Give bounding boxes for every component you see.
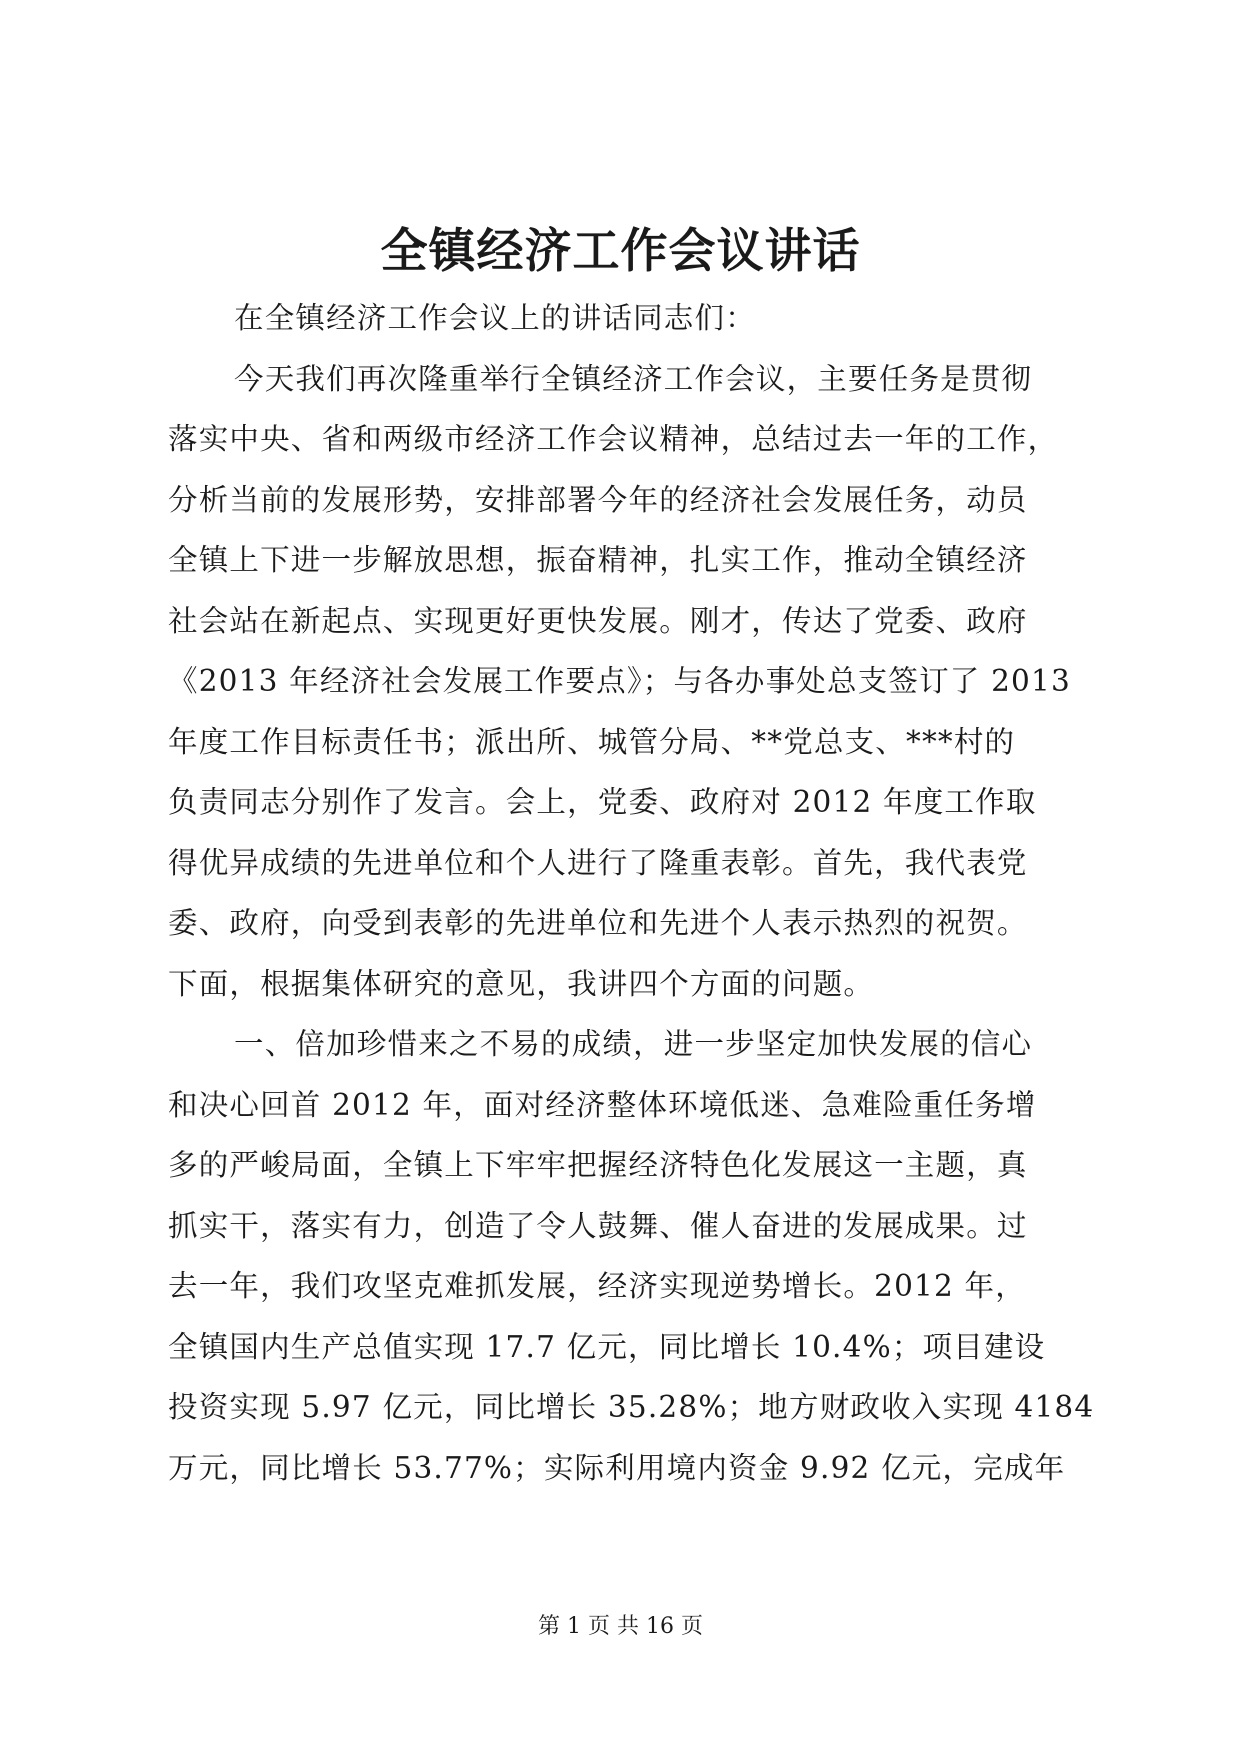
text-line: 抓实干，落实有力，创造了令人鼓舞、催人奋进的发展成果。过 xyxy=(168,1208,1028,1243)
text-line: 全镇上下进一步解放思想，振奋精神，扎实工作，推动全镇经济 xyxy=(168,543,1028,577)
text-line: 《2013 年经济社会发展工作要点》；与各办事处总支签订了 2013 xyxy=(168,664,1071,698)
document-body xyxy=(168,288,1095,1498)
text-line: 多的严峻局面，全镇上下牢牢把握经济特色化发展这一主题，真 xyxy=(168,1148,1028,1182)
text-line: 落实中央、省和两级市经济工作会议精神，总结过去一年的工作， xyxy=(168,422,1059,456)
text-line: 今天我们再次隆重举行全镇经济工作会议，主要任务是贯彻 xyxy=(234,361,1033,396)
text-line: 分析当前的发展形势，安排部署今年的经济社会发展任务，动员 xyxy=(168,482,1028,517)
text-line: 万元，同比增长 53.77%；实际利用境内资金 9.92 亿元，完成年 xyxy=(168,1450,1066,1485)
text-line: 全镇国内生产总值实现 17.7 亿元，同比增长 10.4%；项目建设 xyxy=(168,1329,1046,1364)
document-title: 全镇经济工作会议讲话 xyxy=(380,224,861,279)
text-line: 下面，根据集体研究的意见，我讲四个方面的问题。 xyxy=(168,966,875,1001)
text-line: 一、倍加珍惜来之不易的成绩，进一步坚定加快发展的信心 xyxy=(234,1027,1033,1061)
text-line: 负责同志分别作了发言。会上，党委、政府对 2012 年度工作取 xyxy=(168,785,1037,819)
text-line: 年度工作目标责任书；派出所、城管分局、**党总支、***村的 xyxy=(168,724,1016,759)
text-line: 委、政府，向受到表彰的先进单位和先进个人表示热烈的祝贺。 xyxy=(168,906,1028,940)
text-line: 去一年，我们攻坚克难抓发展，经济实现逆势增长。2012 年， xyxy=(168,1269,1026,1303)
page-footer: 第 1 页 共 16 页 xyxy=(538,1614,703,1639)
text-line: 社会站在新起点、实现更好更快发展。刚才，传达了党委、政府 xyxy=(168,603,1028,638)
text-line: 得优异成绩的先进单位和个人进行了隆重表彰。首先，我代表党 xyxy=(168,845,1028,880)
text-line: 投资实现 5.97 亿元，同比增长 35.28%；地方财政收入实现 4184 xyxy=(168,1390,1095,1424)
text-line: 在全镇经济工作会议上的讲话同志们： xyxy=(234,301,756,335)
text-line: 和决心回首 2012 年，面对经济整体环境低迷、急难险重任务增 xyxy=(168,1087,1037,1122)
